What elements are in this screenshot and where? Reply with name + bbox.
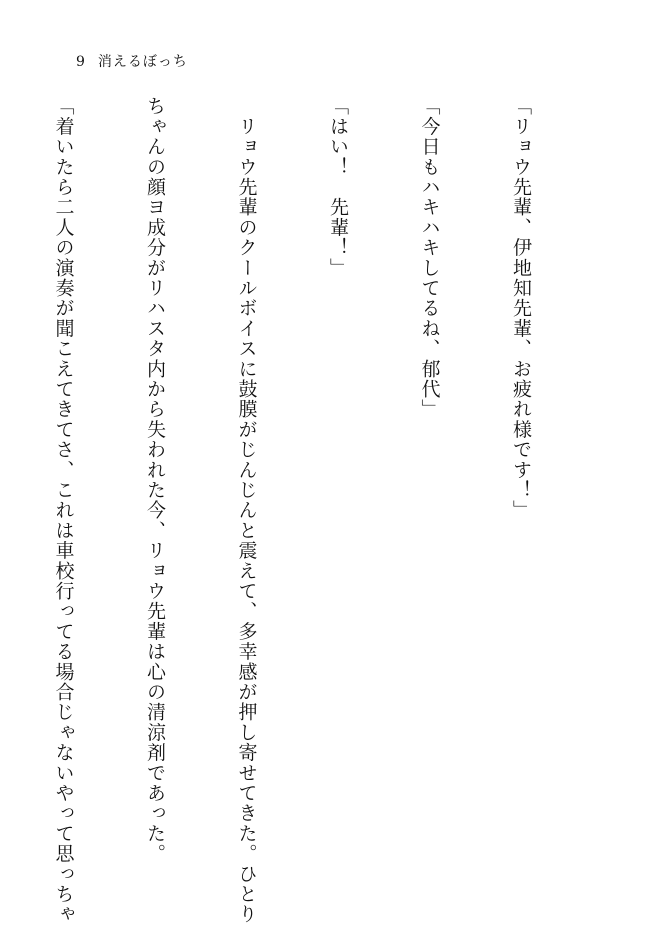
text-line: 「着いたら二人の演奏が聞こえてきてさ、これは車校行ってる場合じゃないやって思っちゃ: [52, 96, 75, 925]
chapter-title: 消えるぼっち: [97, 54, 188, 70]
text-line: 「はい！ 先輩！」: [327, 96, 349, 278]
page-number: 9: [76, 54, 86, 70]
text-line: リョウ先輩のクールボイスに鼓膜がじんじんと震えて、多幸感が押し寄せてきた。ひとり: [235, 96, 258, 925]
body-text: [0, 96, 597, 925]
text-line: ちゃんの顔ヨ成分がリハスタ内から失われた今、リョウ先輩は心の清涼剤であった。: [144, 96, 166, 864]
running-header: [76, 51, 188, 71]
text-line: 「今日もハキハキしてるね、郁代」: [418, 96, 441, 420]
text-line: 「リョウ先輩、伊地知先輩、お疲れ様です！」: [510, 96, 532, 521]
